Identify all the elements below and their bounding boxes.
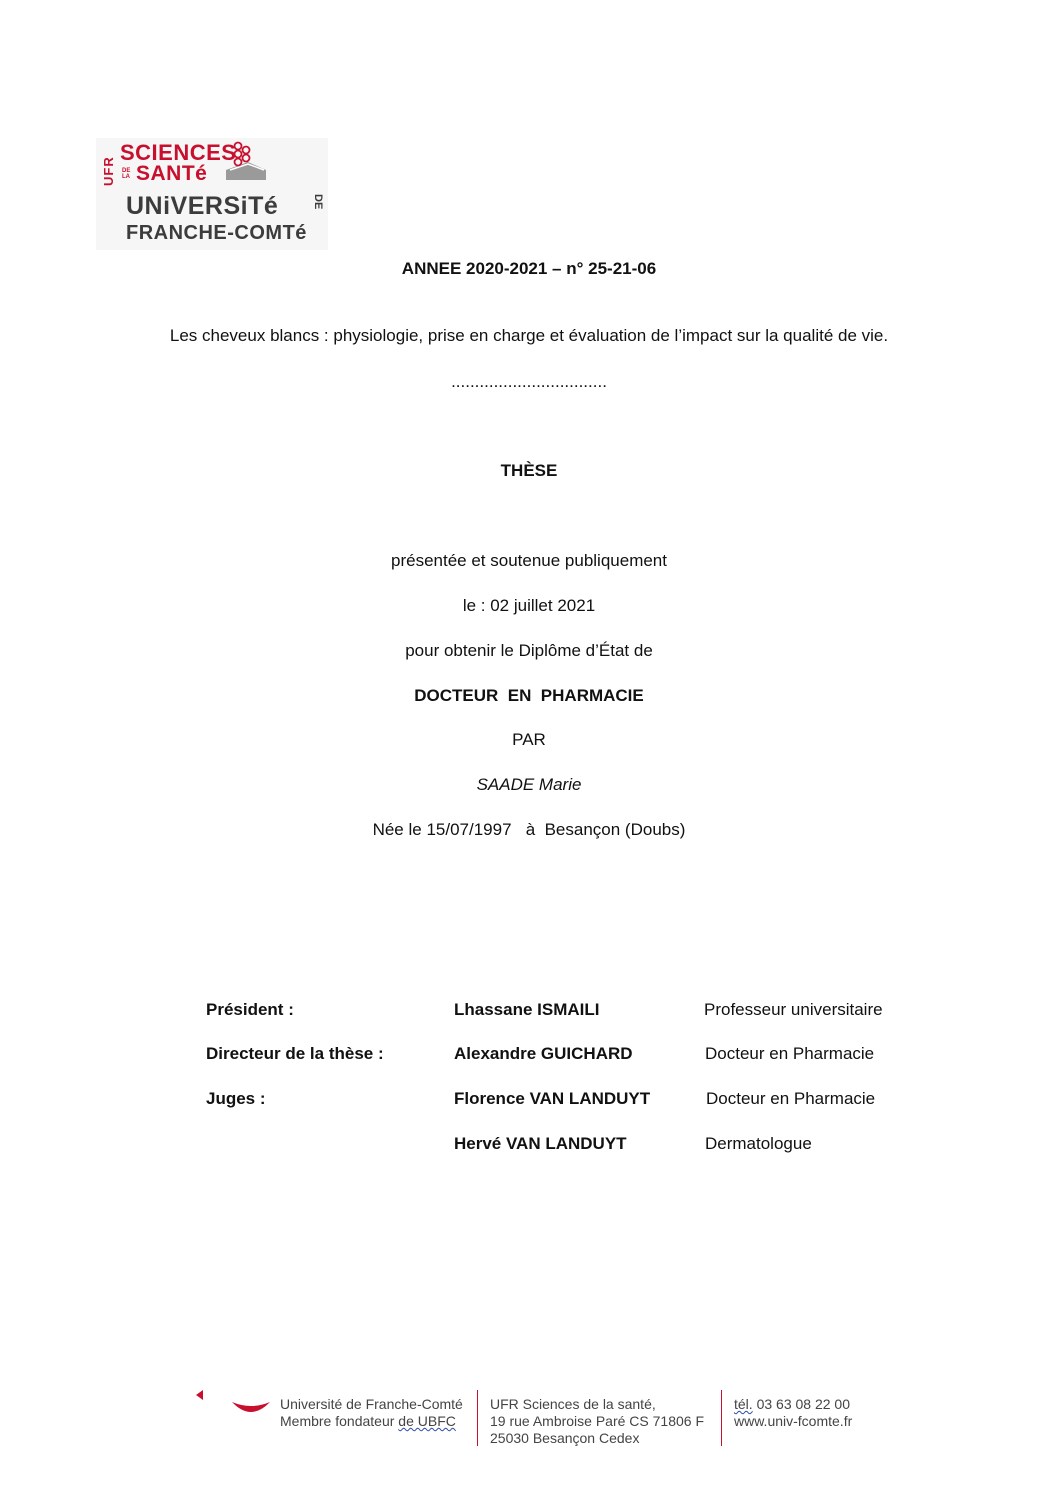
footer-ufr-name: UFR Sciences de la santé, xyxy=(490,1396,656,1412)
logo-universite-text: UNiVERSiTé xyxy=(126,192,279,220)
jury-name: Alexandre GUICHARD xyxy=(454,1044,633,1063)
caduceus-emblem-icon xyxy=(224,140,268,186)
university-logo xyxy=(96,138,328,250)
jury-role: Professeur universitaire xyxy=(704,1000,883,1019)
footer-divider xyxy=(477,1390,478,1446)
footer-address xyxy=(490,1396,704,1447)
author-name: SAADE Marie xyxy=(476,775,582,794)
logo-franche-comte-text: FRANCHE-COMTé xyxy=(126,222,307,244)
par-label: PAR xyxy=(512,730,546,749)
presented-line: présentée et soutenue publiquement xyxy=(391,551,667,570)
jury-role: Dermatologue xyxy=(705,1134,812,1153)
ubfc-link[interactable]: de UBFC xyxy=(398,1413,456,1429)
jury-role: Docteur en Pharmacie xyxy=(706,1089,876,1108)
birth-info: Née le 15/07/1997 à Besançon (Doubs) xyxy=(372,820,686,839)
separator-dots: ................................. xyxy=(451,372,607,391)
ufc-smile-logo-icon xyxy=(230,1398,272,1418)
footer-member-line: Membre fondateur de UBFC xyxy=(280,1413,456,1429)
degree-title: DOCTEUR EN PHARMACIE xyxy=(414,686,644,705)
obtain-diploma-line: pour obtenir le Diplôme d’État de xyxy=(405,641,653,660)
footer-website-link[interactable]: www.univ-fcomte.fr xyxy=(734,1413,853,1429)
jury-label: Président : xyxy=(206,1000,294,1019)
jury-name: Lhassane ISMAILI xyxy=(454,1000,600,1019)
jury-name: Florence VAN LANDUYT xyxy=(454,1089,651,1108)
jury-role: Docteur en Pharmacie xyxy=(705,1044,875,1063)
jury-label: Directeur de la thèse : xyxy=(206,1044,384,1063)
thesis-subject: Les cheveux blancs : physiologie, prise en charge et évaluation de l’impact sur la qualité de vie. xyxy=(169,326,889,345)
logo-sante-text: SANTé xyxy=(136,162,208,185)
footer-phone: tél. 03 63 08 22 00 xyxy=(734,1396,850,1412)
footer-city: 25030 Besançon Cedex xyxy=(490,1430,640,1446)
footer-street: 19 rue Ambroise Paré CS 71806 F xyxy=(490,1413,705,1429)
jury-label: Juges : xyxy=(206,1089,266,1108)
thesis-title: THÈSE xyxy=(500,461,558,480)
jury-name: Hervé VAN LANDUYT xyxy=(454,1134,627,1153)
footer-university-name: Université de Franche-Comté xyxy=(280,1396,463,1412)
logo-sciences-text: SCIENCES xyxy=(120,140,237,165)
footer-divider xyxy=(721,1390,722,1446)
footer-contact xyxy=(734,1396,852,1430)
logo-ufr-text: UFR xyxy=(101,156,116,186)
year-and-number: ANNEE 2020-2021 – n° 25-21-06 xyxy=(401,259,657,278)
logo-de-text: DE xyxy=(312,194,324,210)
defense-date: le : 02 juillet 2021 xyxy=(462,596,596,615)
footer-university xyxy=(280,1396,463,1430)
logo-de-la-text: DE LA xyxy=(122,168,131,180)
triangle-mark-icon xyxy=(194,1390,204,1400)
